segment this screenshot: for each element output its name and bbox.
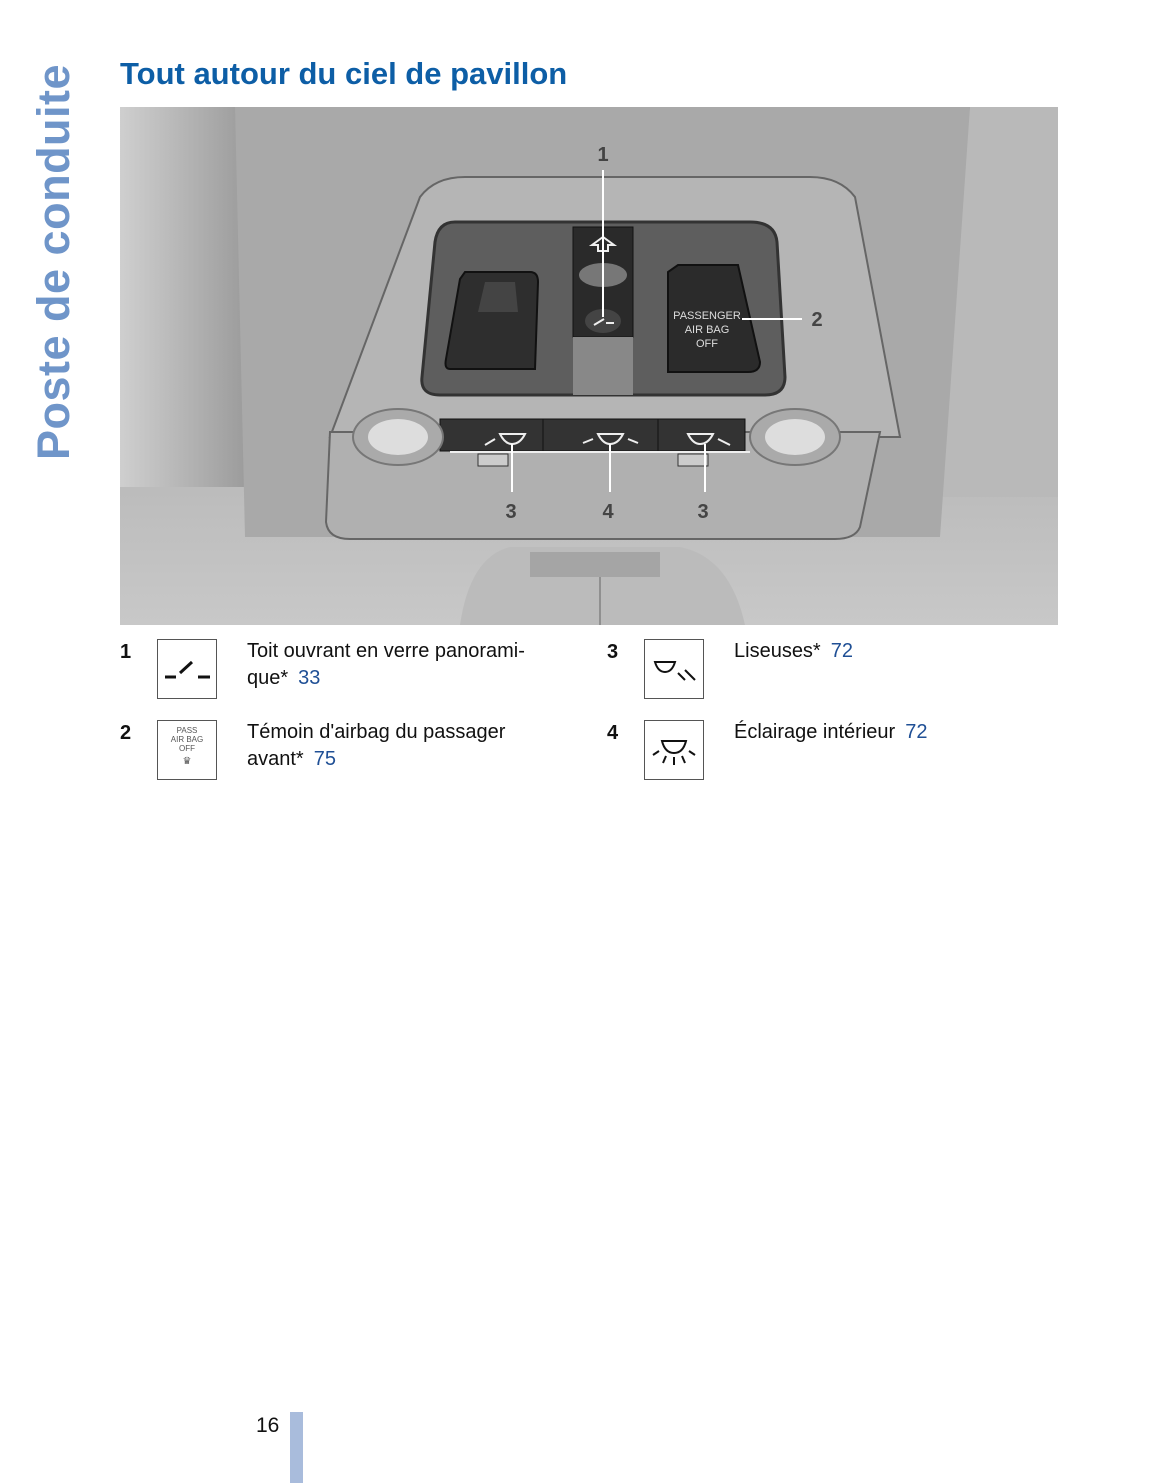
interior-light-icon [644, 720, 704, 780]
passenger-airbag-off-icon [157, 720, 217, 780]
callout-4: 4 [602, 501, 614, 523]
callout-2: 2 [811, 309, 823, 331]
icon-text-off: OFF [179, 744, 195, 753]
airbag-label-line3: OFF [696, 338, 718, 350]
callout-3-right: 3 [697, 501, 709, 523]
section-side-title: Poste de conduite [28, 63, 79, 460]
page-number: 16 [256, 1414, 280, 1437]
callout-1: 1 [597, 144, 609, 166]
callout-3-left: 3 [505, 501, 517, 523]
legend-text-3-label: Liseuses* [734, 640, 821, 662]
page-ref-link-75[interactable]: 75 [313, 748, 336, 770]
reading-light-icon [644, 639, 704, 699]
legend-text-2-line1: Témoin d'airbag du passager [247, 721, 506, 743]
legend-text-1-line1: Toit ouvrant en verre panorami- [247, 640, 525, 662]
legend-number-1: 1 [120, 641, 132, 663]
sunroof-icon [157, 639, 217, 699]
legend-number-4: 4 [607, 722, 619, 744]
page-ref-link-72-reading[interactable]: 72 [830, 640, 853, 662]
legend-text-4 [734, 719, 927, 746]
legend-text-1 [247, 638, 525, 692]
airbag-label-line1: PASSENGER [673, 310, 741, 322]
overhead-console-illustration [120, 107, 1058, 625]
airbag-label-line2: AIR BAG [684, 324, 730, 336]
legend-text-2 [247, 719, 505, 773]
legend-number-2: 2 [120, 722, 132, 744]
page-ref-link-33[interactable]: 33 [298, 667, 321, 689]
icon-text-airbag: AIR BAG [170, 735, 204, 744]
legend-text-1-line2: que* [247, 667, 289, 689]
icon-text-pass: PASS [176, 726, 198, 735]
legend-text-3 [734, 638, 853, 665]
legend-text-4-label: Éclairage intérieur [734, 721, 896, 743]
page-title: Tout autour du ciel de pavillon [120, 56, 568, 91]
legend-text-2-line2: avant* [247, 748, 304, 770]
page-edge-bar [290, 1412, 303, 1483]
child-seat-icon: ♛ [182, 756, 192, 767]
page-ref-link-72-interior[interactable]: 72 [905, 721, 928, 743]
legend-number-3: 3 [607, 641, 619, 663]
